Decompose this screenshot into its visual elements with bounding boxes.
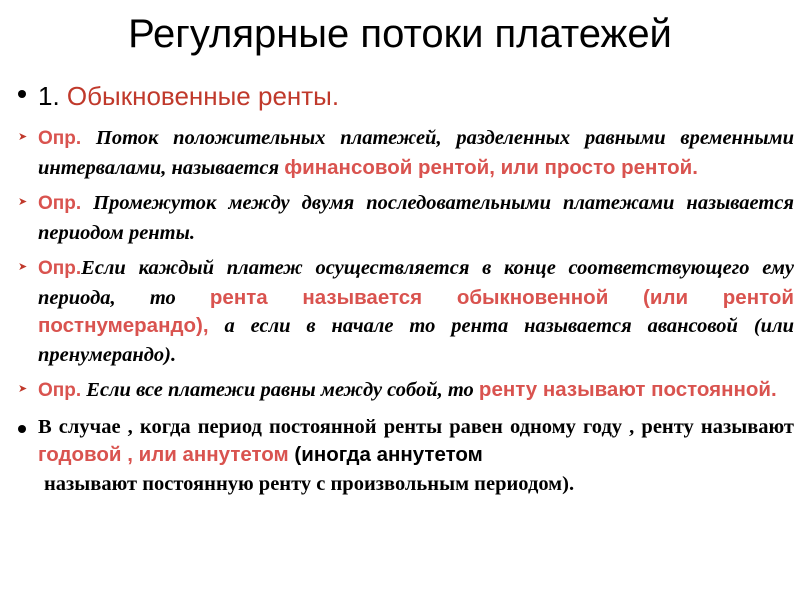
term-highlight: годовой , или аннутетом: [38, 443, 289, 466]
opr-label: Опр.: [38, 128, 82, 149]
definition-paragraph: [38, 254, 794, 369]
bullet-dot-icon: [18, 425, 26, 433]
slide-content: [14, 78, 794, 505]
list-item-annuity: [14, 413, 794, 499]
paragraph-text: Поток положительных платежей, разделенных равными временными интервалами, называется: [38, 127, 794, 179]
list-item-definition-2: [14, 189, 794, 247]
definition-paragraph: [38, 124, 794, 182]
paragraph-text: (иногда аннутетом: [288, 443, 483, 466]
bullet-dot-icon: [18, 90, 26, 98]
definition-paragraph: [38, 376, 794, 406]
paragraph-text: Промежуток между двумя последовательными платежами называется периодом ренты.: [38, 192, 794, 244]
paragraph-text: В случае , когда период постоянной ренты равен одному году , ренту называют: [38, 415, 794, 438]
annuity-paragraph: [38, 413, 794, 499]
opr-label: Опр.: [38, 193, 82, 214]
opr-label: Опр.: [38, 380, 82, 401]
term-highlight: ренту называют постоянной.: [478, 378, 777, 401]
heading-number: 1.: [38, 81, 60, 111]
term-highlight: финансовой рентой, или просто рентой.: [284, 155, 698, 179]
heading-text: Обыкновенные ренты.: [66, 81, 340, 111]
paragraph-text: Если все платежи равны между собой, то: [81, 379, 479, 401]
slide-title: Регулярные потоки платежей: [128, 12, 672, 56]
definition-paragraph: [38, 189, 794, 247]
section-heading: [38, 78, 794, 114]
term-highlight: рента называется обыкновенной (или рентой постнумерандо),: [38, 285, 794, 337]
list-item-definition-4: [14, 376, 794, 406]
opr-label: Опр.: [38, 258, 82, 279]
arrow-bullet-icon: ➤: [18, 130, 28, 143]
paragraph-text: Если каждый платеж осуществляется в конце соответствующего ему периода, то: [38, 257, 794, 309]
list-item-definition-1: [14, 124, 794, 182]
arrow-bullet-icon: ➤: [18, 382, 28, 395]
paragraph-text-continued: называют постоянную ренту с произвольным периодом).: [44, 472, 575, 495]
list-item-definition-3: [14, 254, 794, 369]
arrow-bullet-icon: ➤: [18, 195, 28, 208]
list-item-heading: [14, 78, 794, 114]
arrow-bullet-icon: ➤: [18, 260, 28, 273]
paragraph-text: а если в начале то рента называется авансовой (или пренумерандо).: [38, 315, 794, 366]
